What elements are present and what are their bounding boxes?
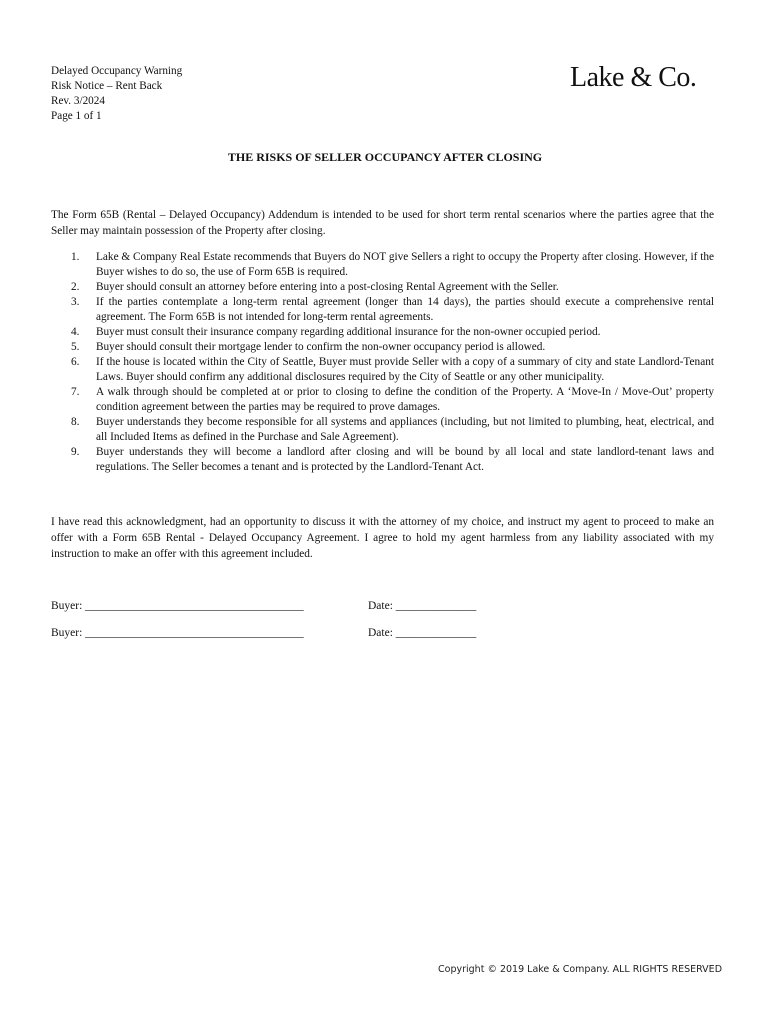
list-item-number: 7. xyxy=(71,386,80,398)
list-item-number: 4. xyxy=(71,326,80,338)
list-item-number: 6. xyxy=(71,356,80,368)
list-item xyxy=(51,355,714,385)
form-subtitle: Risk Notice – Rent Back xyxy=(51,80,163,92)
buyer-signature-line[interactable]: Buyer: ______________________________________ xyxy=(51,627,304,639)
list-item xyxy=(51,295,714,325)
list-item-number: 1. xyxy=(71,251,80,263)
list-item xyxy=(51,280,714,295)
list-item-text: Buyer should consult their mortgage lender to confirm the non-owner occupancy period is allowed. xyxy=(96,341,546,353)
list-item xyxy=(51,250,714,280)
list-item-text: Buyer should consult an attorney before entering into a post-closing Rental Agreement with the Seller. xyxy=(96,281,559,293)
list-item-number: 2. xyxy=(71,281,80,293)
acknowledgment-paragraph: I have read this acknowledgment, had an opportunity to discuss it with the attorney of my choice, and instruct my agent to proceed to make an offer with a Form 65B Rental - Delayed Occupancy Agreement. I agree to hold my agent harmless from any liability associated with my instruction to make an offer with this agreement included. xyxy=(51,516,714,560)
signature-row xyxy=(51,627,477,639)
form-name: Delayed Occupancy Warning xyxy=(51,65,183,77)
page-number: Page 1 of 1 xyxy=(51,110,102,122)
buyer-signature-line[interactable]: Buyer: ______________________________________ xyxy=(51,600,304,612)
recommendation-list xyxy=(51,250,714,475)
revision-label: Rev. 3/2024 xyxy=(51,95,105,107)
intro-paragraph: The Form 65B (Rental – Delayed Occupancy) Addendum is intended to be used for short term rental scenarios where the parties agree that the Seller may maintain possession of the Property after closing. xyxy=(51,209,714,237)
list-item-text: Buyer understands they become responsible for all systems and appliances (including, but not limited to plumbing, heat, electrical, and all Included Items as defined in the Purchase and Sale Agreement). xyxy=(96,416,714,443)
list-item xyxy=(51,340,714,355)
list-item-number: 9. xyxy=(71,446,80,458)
list-item-text: Lake & Company Real Estate recommends that Buyers do NOT give Sellers a right to occupy the Property after closing. However, if the Buyer wishes to do so, the use of Form 65B is required. xyxy=(96,251,714,278)
signature-row xyxy=(51,600,477,612)
company-logo: Lake & Co. xyxy=(570,62,697,93)
list-item-text: If the parties contemplate a long-term rental agreement (longer than 14 days), the parties should execute a comprehensive rental agreement. The Form 65B is not intended for long-term rental agreements. xyxy=(96,296,714,323)
date-line[interactable]: Date: ______________ xyxy=(368,600,477,612)
list-item-text: Buyer understands they will become a landlord after closing and will be bound by all local and state landlord-tenant laws and regulations. The Seller becomes a tenant and is protected by the Landlord-Tenant Act. xyxy=(96,446,714,473)
list-item xyxy=(51,415,714,445)
list-item-text: If the house is located within the City of Seattle, Buyer must provide Seller with a copy of a summary of city and state Landlord-Tenant Laws. Buyer should confirm any additional disclosures required by the City of Seattle or any other municipality. xyxy=(96,356,714,383)
document-header-info xyxy=(51,64,182,124)
list-item xyxy=(51,385,714,415)
list-item-number: 3. xyxy=(71,296,80,308)
document-title: THE RISKS OF SELLER OCCUPANCY AFTER CLOSING xyxy=(227,150,543,164)
copyright-footer: Copyright © 2019 Lake & Company. ALL RIGHTS RESERVED xyxy=(438,964,723,975)
list-item-number: 8. xyxy=(71,416,80,428)
list-item xyxy=(51,445,714,475)
list-item-text: Buyer must consult their insurance company regarding additional insurance for the non-owner occupied period. xyxy=(96,326,601,338)
date-line[interactable]: Date: ______________ xyxy=(368,627,477,639)
list-item-text: A walk through should be completed at or prior to closing to define the condition of the Property. A ‘Move-In / Move-Out’ property condition agreement between the parties may be required to prove damages. xyxy=(96,386,714,413)
list-item xyxy=(51,325,714,340)
list-item-number: 5. xyxy=(71,341,80,353)
